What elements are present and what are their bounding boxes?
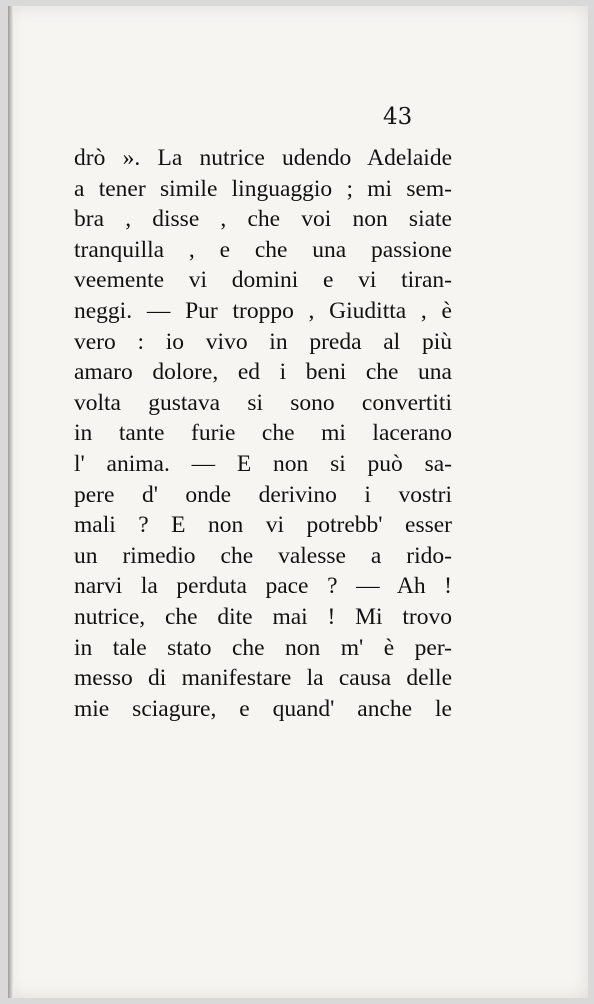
text-line: mali ? E non vi potrebb' esser [74, 512, 452, 539]
body-text [74, 143, 452, 724]
text-line: nutrice, che dite mai ! Mi trovo [74, 603, 452, 630]
text-line: veemente vi domini e vi tiran- [74, 267, 452, 294]
text-line: vero : io vivo in preda al più [74, 328, 452, 355]
text-line: pere d' onde derivino i vostri [74, 481, 452, 508]
text-line: mie sciagure, e quand' anche le [74, 695, 452, 722]
text-line: volta gustava si sono convertiti [74, 389, 452, 416]
text-line: bra , disse , che voi non siate [74, 206, 452, 233]
text-line: l' anima. — E non si può sa- [74, 450, 452, 477]
text-line: amaro dolore, ed i beni che una [74, 359, 452, 386]
text-line: in tale stato che non m' è per- [74, 634, 452, 661]
text-line: narvi la perduta pace ? — Ah ! [74, 573, 452, 600]
book-page [8, 6, 588, 998]
text-line: in tante furie che mi lacerano [74, 420, 452, 447]
text-line: a tener simile linguaggio ; mi sem- [74, 175, 452, 202]
text-line: tranquilla , e che una passione [74, 236, 452, 263]
text-line: messo di manifestare la causa delle [74, 665, 452, 692]
text-line: un rimedio che valesse a rido- [74, 542, 452, 569]
text-line: neggi. — Pur troppo , Giuditta , è [74, 297, 452, 324]
text-line: drò ». La nutrice udendo Adelaide [74, 145, 452, 171]
page-number: 43 [383, 104, 413, 130]
